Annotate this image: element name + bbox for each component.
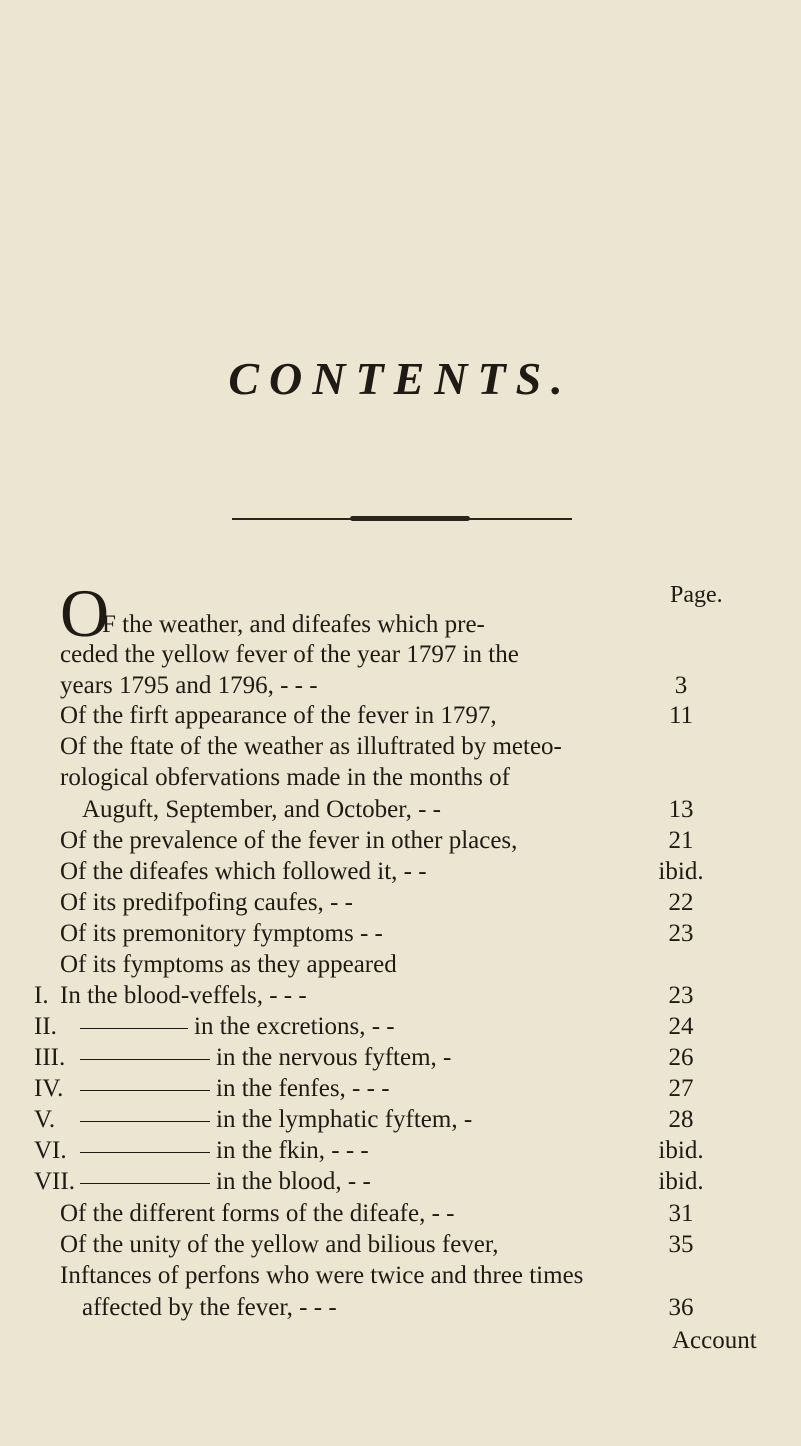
- entry-3-page: 13: [668, 796, 694, 823]
- sub-entry-5-page: 28: [668, 1106, 694, 1133]
- entry-8-line-1: Of its fymptoms as they appeared: [60, 951, 397, 978]
- roman-numeral: VI.: [34, 1137, 67, 1164]
- ditto-rule: [80, 1028, 188, 1029]
- drop-cap: O: [60, 575, 110, 651]
- sub-entry-4-page: 27: [668, 1075, 694, 1102]
- entry-1-line-2: ceded the yellow fever of the year 1797 in the: [60, 641, 519, 668]
- sub-entry-6: [34, 1136, 369, 1166]
- entry-5-line-1: Of the difeafes which followed it, - -: [60, 858, 427, 885]
- roman-numeral: V.: [34, 1106, 56, 1133]
- sub-entry-2-page: 24: [668, 1013, 694, 1040]
- sub-entry-text: in the nervous fyftem, -: [216, 1044, 452, 1071]
- entry-4-page: 21: [668, 827, 694, 854]
- roman-numeral: III.: [34, 1044, 66, 1071]
- entry-9-line-1: Of the different forms of the difeafe, - -: [60, 1200, 455, 1227]
- sub-entry-1-page: 23: [668, 982, 694, 1009]
- ditto-rule: [80, 1152, 210, 1153]
- sub-entry-text: in the lymphatic fyftem, -: [216, 1106, 473, 1133]
- title-rule-ornament: [350, 516, 470, 521]
- entry-1-line-1: F the weather, and difeafes which pre-: [102, 611, 485, 638]
- ditto-rule: [80, 1059, 210, 1060]
- entry-1-line-3: years 1795 and 1796, - - -: [60, 672, 318, 699]
- entry-11-line-2: affected by the fever, - - -: [82, 1294, 337, 1321]
- sub-entry-text: in the blood, - -: [216, 1168, 371, 1195]
- sub-entry-1: [34, 981, 307, 1011]
- entry-4-line-1: Of the prevalence of the fever in other places,: [60, 827, 518, 854]
- entry-6-line-1: Of its predifpofing caufes, - -: [60, 889, 353, 916]
- entry-2-line-1: Of the firft appearance of the fever in 1797,: [60, 702, 497, 729]
- entry-10-page: 35: [668, 1231, 694, 1258]
- entry-10-line-1: Of the unity of the yellow and bilious fever,: [60, 1231, 499, 1258]
- sub-entry-3: [34, 1043, 451, 1073]
- sub-entry-3-page: 26: [668, 1044, 694, 1071]
- sub-entry-6-page: ibid.: [658, 1137, 704, 1164]
- entry-9-page: 31: [668, 1200, 694, 1227]
- sub-entry-5: [34, 1105, 472, 1135]
- sub-entry-2: [34, 1012, 395, 1042]
- sub-entry-text: in the excretions, - -: [194, 1013, 395, 1040]
- entry-11-page: 36: [668, 1294, 694, 1321]
- sub-entry-4: [34, 1074, 390, 1104]
- entry-7-page: 23: [668, 920, 694, 947]
- ditto-rule: [80, 1183, 210, 1184]
- entry-11-line-1: Inftances of perfons who were twice and three times: [60, 1262, 584, 1289]
- catchword: Account: [672, 1327, 757, 1354]
- page-column-label: Page.: [670, 582, 723, 608]
- ditto-rule: [80, 1121, 210, 1122]
- entry-3-line-1: Of the ftate of the weather as illuftrated by meteo-: [60, 733, 562, 760]
- entry-1-page: 3: [674, 672, 688, 699]
- roman-numeral: IV.: [34, 1075, 64, 1102]
- sub-entry-text: In the blood-veffels, - - -: [60, 982, 307, 1009]
- roman-numeral: II.: [34, 1013, 57, 1040]
- entry-7-line-1: Of its premonitory fymptoms - -: [60, 920, 383, 947]
- roman-numeral: VII.: [34, 1168, 75, 1195]
- page-title: CONTENTS.: [228, 353, 573, 404]
- roman-numeral: I.: [34, 982, 49, 1009]
- sub-entry-7: [34, 1167, 371, 1197]
- entry-3-line-3: Auguft, September, and October, - -: [82, 796, 441, 823]
- entry-3-line-2: rological obfervations made in the months of: [60, 764, 510, 791]
- ditto-rule: [80, 1090, 210, 1091]
- sub-entry-text: in the fkin, - - -: [216, 1137, 369, 1164]
- entry-2-page: 11: [668, 702, 694, 729]
- sub-entry-7-page: ibid.: [658, 1168, 704, 1195]
- entry-6-page: 22: [668, 889, 694, 916]
- entry-5-page: ibid.: [658, 858, 704, 885]
- sub-entry-text: in the fenfes, - - -: [216, 1075, 390, 1102]
